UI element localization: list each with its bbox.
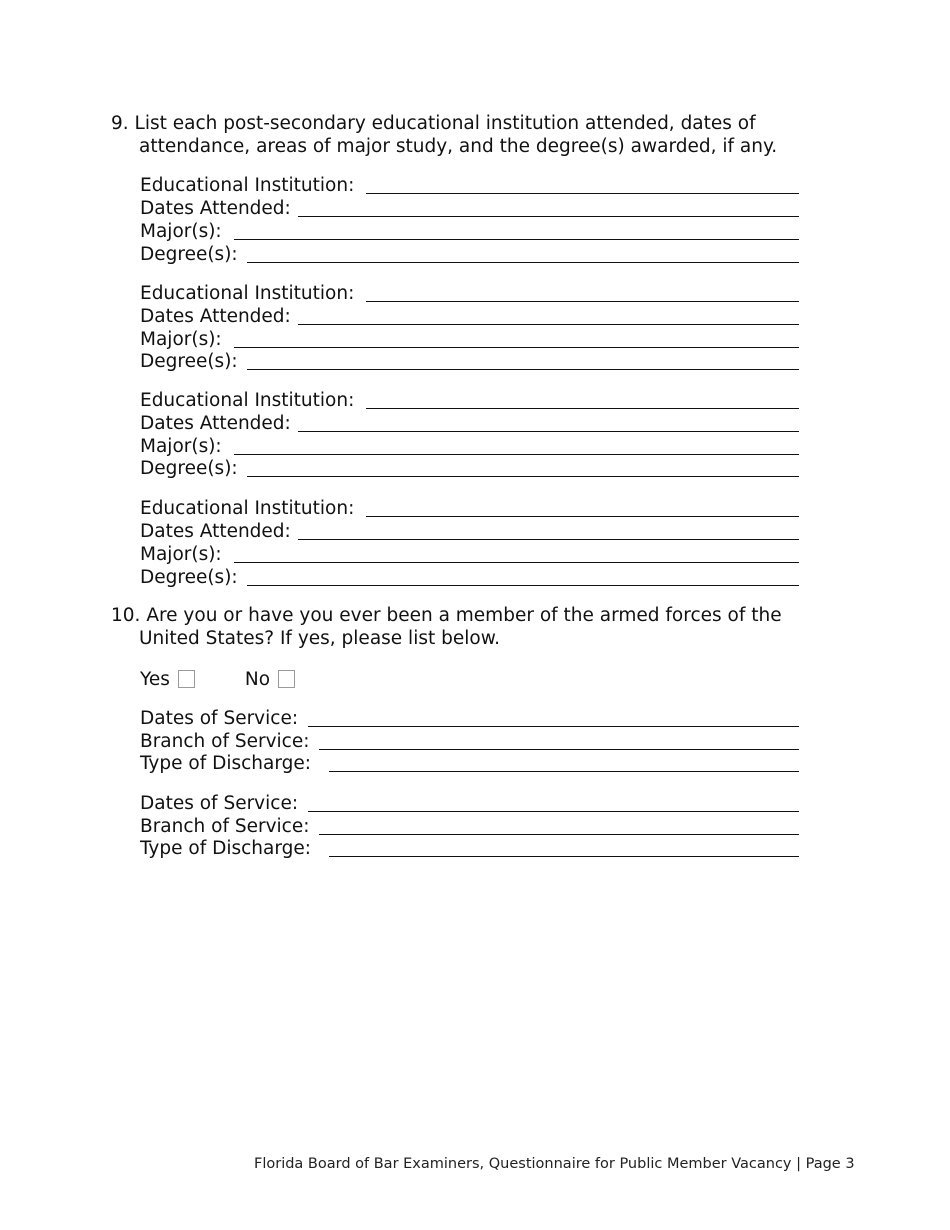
question-9-line-1: [111, 112, 811, 135]
branch-of-service-label: Branch of Service:: [140, 816, 310, 837]
majors-label: Major(s):: [140, 436, 222, 457]
education-3-dates-field[interactable]: [140, 412, 799, 435]
question-10-line-1: [111, 604, 811, 627]
type-of-discharge-label: Type of Discharge:: [140, 753, 311, 774]
education-3-institution-field[interactable]: [140, 389, 799, 412]
degrees-input-line[interactable]: [247, 262, 799, 263]
page-footer: Florida Board of Bar Examiners, Questionnaire for Public Member Vacancy | Page 3: [254, 1156, 855, 1172]
education-1-majors-field[interactable]: [140, 220, 799, 243]
question-10-text-line-2: United States? If yes, please list below.: [139, 628, 501, 649]
education-1-degrees-field[interactable]: [140, 243, 799, 266]
dates-of-service-label: Dates of Service:: [140, 793, 299, 814]
education-1-dates-field[interactable]: [140, 197, 799, 220]
question-10-number: 10.: [111, 605, 141, 626]
institution-label: Educational Institution:: [140, 175, 355, 196]
dates-attended-input-line[interactable]: [298, 324, 799, 325]
degrees-input-line[interactable]: [247, 585, 799, 586]
question-9-text-line-1: List each post-secondary educational institution attended, dates of: [134, 113, 756, 134]
education-2-dates-field[interactable]: [140, 305, 799, 328]
education-2-institution-field[interactable]: [140, 282, 799, 305]
dates-attended-input-line[interactable]: [298, 431, 799, 432]
dates-attended-label: Dates Attended:: [140, 413, 291, 434]
armed-forces-yes-no: [140, 667, 295, 691]
branch-of-service-input-line[interactable]: [319, 834, 799, 835]
degrees-label: Degree(s):: [140, 351, 238, 372]
type-of-discharge-input-line[interactable]: [329, 771, 799, 772]
majors-input-line[interactable]: [234, 562, 799, 563]
yes-checkbox[interactable]: [178, 670, 195, 688]
degrees-label: Degree(s):: [140, 244, 238, 265]
institution-input-line[interactable]: [366, 301, 799, 302]
education-4-degrees-field[interactable]: [140, 566, 799, 589]
majors-input-line[interactable]: [234, 347, 799, 348]
majors-input-line[interactable]: [234, 239, 799, 240]
degrees-label: Degree(s):: [140, 458, 238, 479]
service-1-branch-field[interactable]: [140, 730, 799, 753]
institution-label: Educational Institution:: [140, 283, 355, 304]
dates-of-service-input-line[interactable]: [308, 811, 799, 812]
yes-label: Yes: [140, 668, 170, 690]
institution-input-line[interactable]: [366, 193, 799, 194]
dates-attended-label: Dates Attended:: [140, 521, 291, 542]
education-2-degrees-field[interactable]: [140, 350, 799, 373]
no-label: No: [244, 668, 271, 690]
question-9-number: 9.: [111, 113, 129, 134]
service-1-dates-field[interactable]: [140, 707, 799, 730]
question-9: [111, 112, 811, 158]
service-1-discharge-field[interactable]: [140, 752, 799, 775]
education-4-institution-field[interactable]: [140, 497, 799, 520]
dates-attended-input-line[interactable]: [298, 216, 799, 217]
education-3-majors-field[interactable]: [140, 435, 799, 458]
question-9-text-line-2: attendance, areas of major study, and the degree(s) awarded, if any.: [139, 136, 778, 157]
education-1-institution-field[interactable]: [140, 174, 799, 197]
branch-of-service-label: Branch of Service:: [140, 731, 310, 752]
no-checkbox[interactable]: [278, 670, 295, 688]
dates-attended-input-line[interactable]: [298, 539, 799, 540]
type-of-discharge-label: Type of Discharge:: [140, 838, 311, 859]
institution-label: Educational Institution:: [140, 498, 355, 519]
majors-label: Major(s):: [140, 544, 222, 565]
question-10: [111, 604, 811, 650]
degrees-input-line[interactable]: [247, 476, 799, 477]
degrees-label: Degree(s):: [140, 567, 238, 588]
dates-attended-label: Dates Attended:: [140, 306, 291, 327]
dates-of-service-label: Dates of Service:: [140, 708, 299, 729]
education-3-degrees-field[interactable]: [140, 457, 799, 480]
service-2-dates-field[interactable]: [140, 792, 799, 815]
institution-label: Educational Institution:: [140, 390, 355, 411]
institution-input-line[interactable]: [366, 408, 799, 409]
majors-input-line[interactable]: [234, 454, 799, 455]
service-2-branch-field[interactable]: [140, 815, 799, 838]
education-2-majors-field[interactable]: [140, 328, 799, 351]
dates-of-service-input-line[interactable]: [308, 726, 799, 727]
question-10-text-line-1: Are you or have you ever been a member of the armed forces of the: [146, 605, 782, 626]
branch-of-service-input-line[interactable]: [319, 749, 799, 750]
service-2-discharge-field[interactable]: [140, 837, 799, 860]
dates-attended-label: Dates Attended:: [140, 198, 291, 219]
institution-input-line[interactable]: [366, 516, 799, 517]
degrees-input-line[interactable]: [247, 369, 799, 370]
type-of-discharge-input-line[interactable]: [329, 856, 799, 857]
majors-label: Major(s):: [140, 221, 222, 242]
education-4-majors-field[interactable]: [140, 543, 799, 566]
majors-label: Major(s):: [140, 329, 222, 350]
education-4-dates-field[interactable]: [140, 520, 799, 543]
